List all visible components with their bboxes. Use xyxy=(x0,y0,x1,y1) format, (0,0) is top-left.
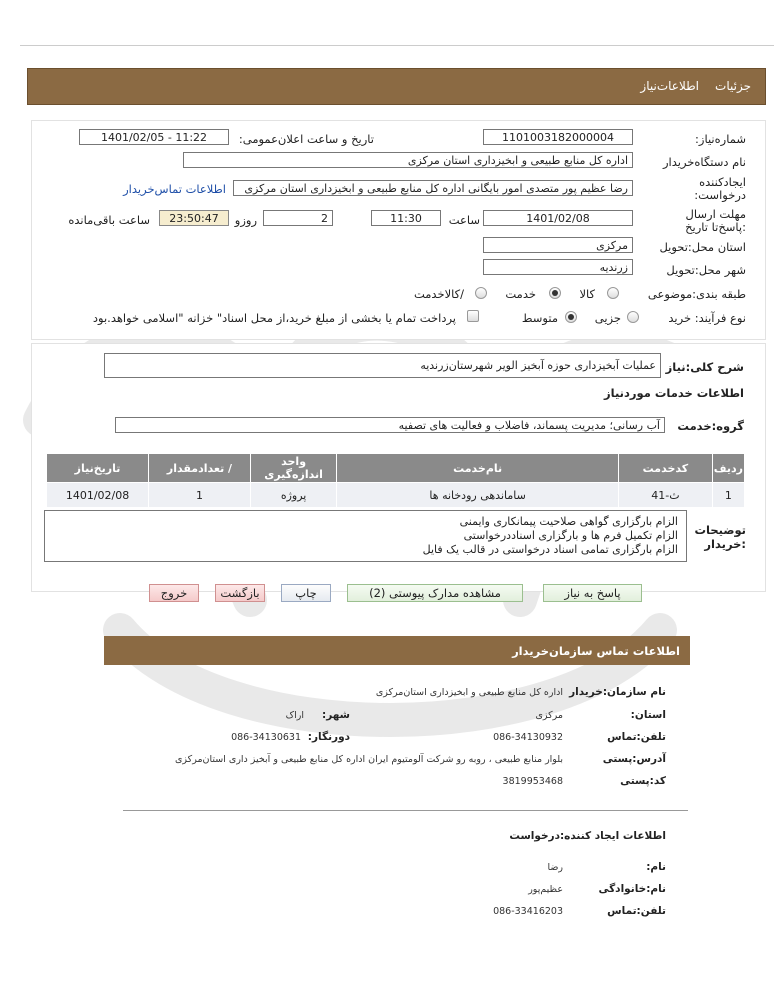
summary-label: شرح کلی:نیاز xyxy=(665,360,744,374)
col-row: ردیف xyxy=(712,454,744,483)
contact-city-label: شهر: xyxy=(322,709,350,721)
print-button[interactable]: چاپ xyxy=(281,584,331,602)
announce-date-label: تاریخ و ساعت اعلان‌عمومی: xyxy=(238,132,374,146)
contact-province-value: مرکزی xyxy=(535,710,563,721)
contact-address-label: آدرس:پستی xyxy=(602,753,666,765)
contact-section-title: اطلاعات تماس سازمان‌خریدار xyxy=(512,644,680,658)
remaining-label: ساعت باقی‌مانده xyxy=(68,213,150,227)
tab-details[interactable]: جزئیات xyxy=(715,79,751,93)
creator-name-label: نام: xyxy=(646,861,666,873)
category-service-label: خدمت xyxy=(505,287,536,301)
creator-family-label: نام:خانوادگی xyxy=(598,883,666,895)
creator-field: رضا عظیم پور متصدی امور بایگانی اداره کل منابع طبیعی و ابخیزداری استان مرکزی xyxy=(233,180,633,196)
col-service-code: کدخدمت xyxy=(619,454,713,483)
process-small-label: جزیی xyxy=(594,311,621,325)
delivery-city-field: زرندیه xyxy=(483,259,633,275)
contact-section-header xyxy=(104,636,690,665)
buyer-org-label: نام دستگاه‌خریدار xyxy=(662,155,746,169)
buyer-org-field: اداره کل منابع طبیعی و ابخیزداری استان مرکزی xyxy=(183,152,633,168)
contact-org-value: اداره کل منابع طبیعی و ابخیزداری استان‌مرکزی xyxy=(375,687,563,698)
creator-phone-label: تلفن:تماس xyxy=(607,905,666,917)
summary-field: عملیات آبخیزداری حوزه آبخیز الویر شهرستان‌زرندیه xyxy=(104,353,661,378)
delivery-province-field: مرکزی xyxy=(483,237,633,253)
process-small-radio[interactable] xyxy=(627,311,639,323)
service-group-field: آب رسانی؛ مدیریت پسماند، فاضلاب و فعالیت های تصفیه xyxy=(115,417,665,433)
reply-button[interactable]: پاسخ به نیاز xyxy=(543,584,642,602)
top-divider xyxy=(20,45,774,46)
category-goods-service-label: /کالاخدمت xyxy=(413,287,464,301)
days-field: 2 xyxy=(263,210,333,226)
creator-phone-value: 086-33416203 xyxy=(493,906,563,917)
note-line: الزام بارگزاری تمامی اسناد درخواستی در قالب یک فایل xyxy=(422,543,678,556)
cell-service-name: ساماندهی رودخانه ها xyxy=(337,483,619,508)
service-group-label: گروه:خدمت xyxy=(677,419,744,433)
col-service-name: نام‌خدمت xyxy=(337,454,619,483)
col-need-date: تاریخ‌نیاز xyxy=(47,454,149,483)
deadline-time-field: 11:30 xyxy=(371,210,441,226)
page-header-bar xyxy=(27,68,766,105)
delivery-city-label: شهر محل:تحویل xyxy=(666,263,746,277)
contact-province-label: استان: xyxy=(630,709,666,721)
contact-fax-label: دورنگار: xyxy=(307,731,350,743)
creator-label: ایجادکننده درخواست: xyxy=(694,175,746,202)
need-number-label: شماره‌نیاز: xyxy=(695,132,746,146)
contact-phone-label: تلفن:تماس xyxy=(607,731,666,743)
announce-date-field: 1401/02/05 - 11:22 xyxy=(79,129,229,145)
col-quantity: / تعدادمقدار xyxy=(149,454,251,483)
category-goods-service-radio[interactable] xyxy=(475,287,487,299)
creator-family-value: عظیم‌پور xyxy=(528,884,563,895)
category-goods-label: کالا xyxy=(579,287,595,301)
process-type-label: نوع فرآیند: خرید xyxy=(668,311,746,325)
note-line: الزام تکمیل فرم ها و بارگزاری اسناددرخواستی xyxy=(463,529,678,542)
contact-divider xyxy=(123,810,688,811)
delivery-province-label: استان محل:تحویل xyxy=(659,240,746,254)
exit-button[interactable]: خروج xyxy=(149,584,199,602)
deadline-label: مهلت ارسال :پاسخ‌تا تاریخ xyxy=(685,207,746,234)
view-attachments-button[interactable]: مشاهده مدارک پیوستی (2) xyxy=(347,584,523,602)
contact-city-value: اراک xyxy=(285,710,304,721)
cell-need-date: 1401/02/08 xyxy=(47,483,149,508)
deadline-time-label: ساعت xyxy=(448,213,480,227)
back-button[interactable]: بازگشت xyxy=(215,584,265,602)
category-service-radio[interactable] xyxy=(549,287,561,299)
process-medium-label: متوسط xyxy=(521,311,558,325)
treasury-payment-note: پرداخت تمام یا بخشی از مبلغ خرید،از محل اسناد" خزانه "اسلامی خواهد.بود xyxy=(92,311,456,325)
buyer-notes-box xyxy=(44,510,687,562)
need-number-field: 1101003182000004 xyxy=(483,129,633,145)
table-row xyxy=(47,483,745,508)
creator-info-heading: اطلاعات ایجاد کننده:درخواست xyxy=(509,830,666,842)
remaining-timer: 23:50:47 xyxy=(159,210,229,226)
contact-address-value: بلوار منابع طبیعی ، روبه رو شرکت آلومتیوم ایران اداره کل منابع طبیعی و آبخیز داری استان‌مرکزی xyxy=(175,754,563,765)
col-unit: واحد اندازه‌گیری xyxy=(250,454,336,483)
cell-quantity: 1 xyxy=(149,483,251,508)
buyer-notes-label: توضیحات :خریدار xyxy=(694,523,746,551)
process-medium-radio[interactable] xyxy=(565,311,577,323)
cell-service-code: ث-41 xyxy=(619,483,713,508)
buyer-contact-link[interactable]: اطلاعات تماس‌خریدار xyxy=(123,182,226,196)
contact-org-label: نام سازمان:خریدار xyxy=(569,686,666,698)
contact-phone-value: 086-34130932 xyxy=(493,732,563,743)
services-heading: اطلاعات خدمات موردنیاز xyxy=(604,386,744,400)
category-goods-radio[interactable] xyxy=(607,287,619,299)
services-table xyxy=(46,453,745,508)
creator-name-value: رضا xyxy=(547,862,563,873)
days-label: روزو xyxy=(234,213,257,227)
contact-postal-value: 3819953468 xyxy=(502,776,563,787)
cell-row: 1 xyxy=(712,483,744,508)
cell-unit: پروژه xyxy=(250,483,336,508)
category-label: طبقه بندی:موضوعی xyxy=(647,287,746,301)
deadline-date-field: 1401/02/08 xyxy=(483,210,633,226)
contact-postal-label: کد:پستی xyxy=(620,775,666,787)
note-line: الزام بارگزاری گواهی صلاحیت پیمانکاری وایمنی xyxy=(459,515,678,528)
treasury-payment-checkbox[interactable] xyxy=(467,310,479,322)
tab-need-info[interactable]: اطلاعات‌نیاز xyxy=(640,79,699,93)
contact-fax-value: 086-34130631 xyxy=(231,732,301,743)
